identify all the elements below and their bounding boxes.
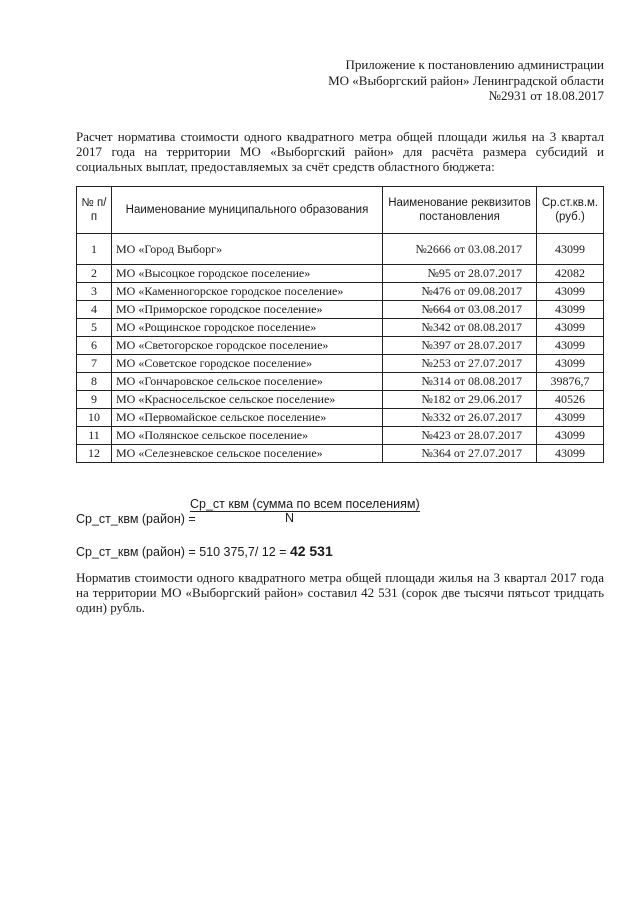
header-resolution: Наименование реквизитов постановления <box>383 187 537 234</box>
formula-2-expr: 510 375,7/ 12 = <box>199 545 287 559</box>
row-num: 12 <box>77 445 112 463</box>
row-value: 43099 <box>537 355 604 373</box>
formula-2 <box>76 543 333 559</box>
document-header <box>328 57 604 104</box>
row-resolution: №664 от 03.08.2017 <box>383 301 537 319</box>
row-name: МО «Каменногорское городское поселение» <box>112 283 383 301</box>
table-body <box>77 234 604 463</box>
row-num: 3 <box>77 283 112 301</box>
formula-denominator: N <box>285 511 295 525</box>
header-line-3: №2931 от 18.08.2017 <box>488 88 604 103</box>
row-resolution: №2666 от 03.08.2017 <box>383 234 537 265</box>
row-num: 6 <box>77 337 112 355</box>
row-resolution: №314 от 08.08.2017 <box>383 373 537 391</box>
table-row <box>77 337 604 355</box>
row-num: 10 <box>77 409 112 427</box>
table-row <box>77 373 604 391</box>
row-value: 43099 <box>537 445 604 463</box>
row-num: 5 <box>77 319 112 337</box>
row-resolution: №182 от 29.06.2017 <box>383 391 537 409</box>
intro-paragraph: Расчет норматива стоимости одного квадратного метра общей площади жилья на 3 квартал 2017 года на территории МО «Выборгский район» для расчёта размера субсидий и социальных выплат, предоставляемых за счёт средств областного бюджета: <box>76 129 604 175</box>
row-value: 43099 <box>537 337 604 355</box>
row-value: 43099 <box>537 234 604 265</box>
row-value: 40526 <box>537 391 604 409</box>
table-row <box>77 391 604 409</box>
row-value: 43099 <box>537 409 604 427</box>
header-value: Ср.ст.кв.м. (руб.) <box>537 187 604 234</box>
row-resolution: №476 от 09.08.2017 <box>383 283 537 301</box>
formula-2-lhs: Ср_ст_квм (район) = <box>76 545 196 559</box>
table-row <box>77 234 604 265</box>
row-resolution: №95 от 28.07.2017 <box>383 265 537 283</box>
row-name: МО «Рощинское городское поселение» <box>112 319 383 337</box>
row-resolution: №364 от 27.07.2017 <box>383 445 537 463</box>
row-value: 43099 <box>537 427 604 445</box>
row-name: МО «Селезневское сельское поселение» <box>112 445 383 463</box>
row-name: МО «Город Выборг» <box>112 234 383 265</box>
row-resolution: №253 от 27.07.2017 <box>383 355 537 373</box>
row-name: МО «Красносельское сельское поселение» <box>112 391 383 409</box>
table-row <box>77 409 604 427</box>
table-row <box>77 355 604 373</box>
row-num: 11 <box>77 427 112 445</box>
row-resolution: №332 от 26.07.2017 <box>383 409 537 427</box>
row-name: МО «Советское городское поселение» <box>112 355 383 373</box>
row-num: 9 <box>77 391 112 409</box>
table-row <box>77 283 604 301</box>
row-value: 43099 <box>537 319 604 337</box>
table-row <box>77 301 604 319</box>
header-name: Наименование муниципального образования <box>112 187 383 234</box>
row-resolution: №342 от 08.08.2017 <box>383 319 537 337</box>
row-resolution: №423 от 28.07.2017 <box>383 427 537 445</box>
row-name: МО «Первомайское сельское поселение» <box>112 409 383 427</box>
table-row <box>77 265 604 283</box>
row-name: МО «Приморское городское поселение» <box>112 301 383 319</box>
row-name: МО «Светогорское городское поселение» <box>112 337 383 355</box>
row-num: 8 <box>77 373 112 391</box>
row-name: МО «Гончаровское сельское поселение» <box>112 373 383 391</box>
formula-1-lhs: Ср_ст_квм (район) = <box>76 512 196 526</box>
row-value: 43099 <box>537 301 604 319</box>
conclusion-paragraph: Норматив стоимости одного квадратного метра общей площади жилья на 3 квартал 2017 года на территории МО «Выборгский район» составил 42 531 (сорок две тысячи пятьсот тридцать один) рубль. <box>76 570 604 616</box>
row-num: 2 <box>77 265 112 283</box>
row-value: 39876,7 <box>537 373 604 391</box>
table-row <box>77 319 604 337</box>
formula-2-result: 42 531 <box>289 543 333 559</box>
row-name: МО «Высоцкое городское поселение» <box>112 265 383 283</box>
row-num: 4 <box>77 301 112 319</box>
formula-numerator: Ср_ст квм (сумма по всем поселениям) <box>190 497 420 511</box>
header-num: № п/п <box>77 187 112 234</box>
header-line-1: Приложение к постановлению администрации <box>345 57 604 72</box>
row-value: 42082 <box>537 265 604 283</box>
norm-table <box>76 186 604 463</box>
header-line-2: МО «Выборгский район» Ленинградской области <box>328 72 604 88</box>
table-row <box>77 445 604 463</box>
row-resolution: №397 от 28.07.2017 <box>383 337 537 355</box>
row-name: МО «Полянское сельское поселение» <box>112 427 383 445</box>
table-row <box>77 427 604 445</box>
row-num: 7 <box>77 355 112 373</box>
row-value: 43099 <box>537 283 604 301</box>
table-header-row <box>77 187 604 234</box>
row-num: 1 <box>77 234 112 265</box>
